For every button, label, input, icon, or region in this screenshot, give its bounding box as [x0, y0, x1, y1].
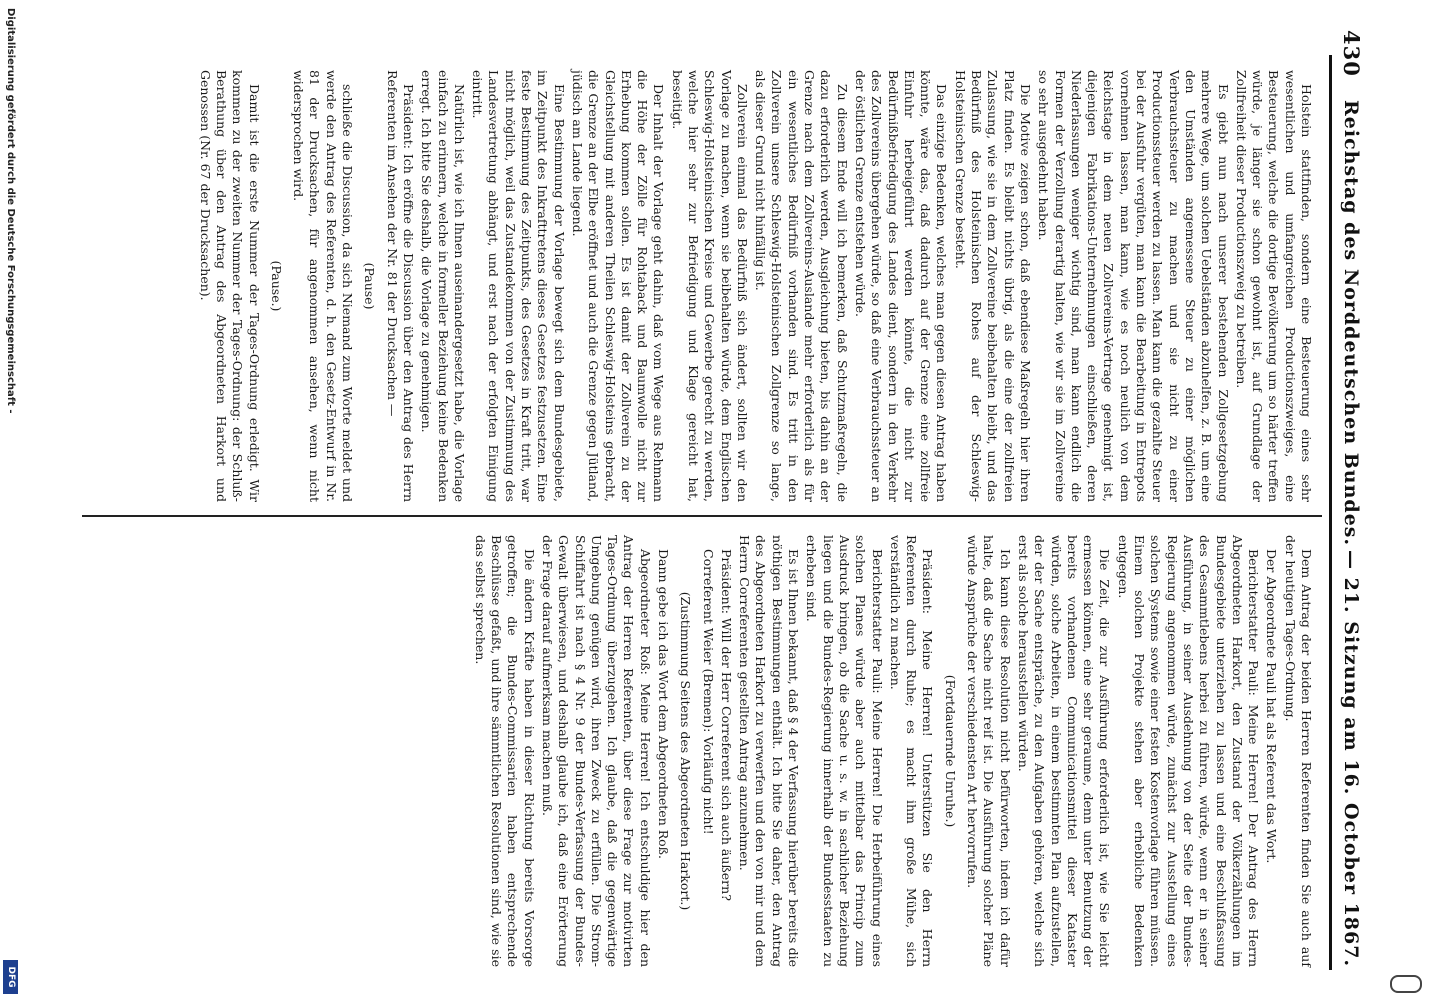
- page-header: [1334, 30, 1374, 970]
- paragraph: Dann gebe ich das Wort dem Abgeordneten Roß.: [656, 549, 672, 859]
- paragraph: Ich kann diese Resolution nicht befürworten, indem ich dafür halte, daß die Sache nicht reif ist. Die Ausführung solcher Pläne würde Ansprüche der verschiedensten Art hervorrufen.: [965, 535, 1013, 967]
- paragraph: Dem Antrag der beiden Herren Referenten finden Sie auch auf der heutigen Tages-Ordnung.: [1282, 535, 1314, 967]
- stage-direction: (Zustimmung Seitens des Abgeordneten Harkort.): [678, 591, 694, 911]
- right-column: [469, 535, 1314, 967]
- paragraph: Präsident: Ich eröffne die Discussion über den Antrag des Herrn Referenten im Ansehen der Nr. 81 der Drucksachen —: [384, 70, 416, 502]
- header-rule: [1329, 55, 1332, 970]
- paragraph: Correferent Weier (Bremen): Vorläufig nicht!: [700, 549, 716, 835]
- header-title-left: Reichstag des Norddeutschen Bundes.: [1340, 100, 1362, 547]
- paragraph: Die ändern Kräfte haben in dieser Richtung bereits Vorsorge getroffen; die Bundes-Commissarien haben entsprechende Beschlüsse gefaßt, und ihre sämmtlichen Resolutionen sind, wie sie das selbst sprechen.: [472, 535, 537, 967]
- left-column: [194, 70, 1314, 502]
- paragraph: Die Zeit, die zur Ausführung erforderlich ist, wie Sie leicht ermessen können, eine sehr geraume, denn unter Benutzung der bereits vorhandenen Communicationsmittel dieser Kataster würden, solche Arbeiten, in einem bestimmten Plan aufzustellen, der der Sache entspräche, zu den Aufgaben gehören, welche sich erst als solche herausstellen würden.: [1015, 535, 1113, 967]
- paragraph: Das einzige Bedenken, welches man gegen diesen Antrag haben könnte, wäre das, daß dadurch auf der Grenze eine zollfreie Einfuhr herbeigeführt werden könnte, die nicht zur Bedürfnißbefriedigung des Landes dient, sondern in den Verkehr des Zollvereins übergehen würde, so daß eine Verbrauchssteuer an der östlichen Grenze entstehen würde.: [852, 70, 950, 502]
- column-divider: [82, 515, 1322, 517]
- stage-direction: (Pause.): [268, 260, 284, 312]
- paragraph: Zollverein einmal das Bedürfniß sich ändert, sollten wir den Vorlage zu machen, wenn sie beibehalten würde, dem Englischen Schleswig-Holsteinischen Kreise und Gewerbe gerecht zu werden, welche hier sehr zur Befriedigung und Klage gereicht hat, beseitigt.: [669, 70, 750, 502]
- paragraph: Berichterstatter Pauli: Meine Herren! Die Herbeiführung eines solchen Planes würde aber auch mittelbar das Princip zum Ausdruck bringen, ob die Sache u. s. w. in sachlicher Beziehung liegen und die Bundes-Regierung innerhalb der Bundesstaaten zu erheben sind.: [804, 535, 885, 967]
- header-title-right: — 21. Sitzung am 16. October 1867.: [1340, 550, 1362, 968]
- footer-text: Digitalisierung gefördert durch die Deutsche Forschungsgemeinschaft -: [5, 8, 16, 414]
- paragraph: Der Inhalt der Vorlage geht dahin, daß vom Wege aus Rehmann die Höhe der Zölle für Rohtaback und Baumwolle nicht zur Erhebung kommen sollen. Es ist damit der Zollverein zu der Gleichstellung mit anderen Theilen Schleswig-Holsteins gebracht, die Grenze an der Elbe eröffnet und auch die Grenze gegen Jütland, jüdisch am Lande liegend.: [569, 70, 667, 503]
- paragraph: Abgeordneter Roß: Meine Herren! Ich entschuldige hier den Antrag der Herren Referenten, über diese Frage zur motivirten Tages-Ordnung überzugehen. Ich glaube, daß die gegenwärtige Umgebung genügen wird, ihren Zweck zu erfüllen. Die Strom-Schiffahrt ist nach § 4 Nr. 9 der Bundes-Verfassung der Bundes-Gewalt überwiesen, und deshalb glaube ich, daß eine Erörterung der Frage darauf aufmerksam machen muß.: [539, 535, 653, 967]
- digitization-footer: [0, 0, 18, 1000]
- paragraph: Holstein stattfinden, sondern eine Besteuerung eines sehr wesentlichen und umfangreichen Productionszweiges, eine Besteuerung, welche die dortige Bevölkerung um so härter treffen würde, je länger sie schon gewohnt ist, auf Grundlage der Zollfreiheit dieser Productionszweig zu betreiben.: [1233, 70, 1314, 502]
- dfg-logo: DFG: [3, 960, 18, 994]
- paragraph: Es ist Ihnen bekannt, daß § 4 der Verfassung hierüber bereits die nöthigen Bestimmungen enthält. Ich bitte Sie daher, den Antrag des Abgeordneten Harkort zu verwerfen und den von mir und dem Herrn Correferenten gestellten Antrag anzunehmen.: [737, 535, 802, 967]
- scan-mark: [1390, 975, 1422, 993]
- paragraph: Zu diesem Ende will ich bemerken, daß Schutzmaßregeln, die dazu erforderlich werden, Ausgleichung bieten, bis dahin an der Grenze nach dem Zollvereins-Auslande mehr erforderlich als für ein wesentliches Bedürfniß vorhanden sind. Es tritt in den Zollverein unsere Schleswig-Holsteinischen Zollgrenze so lange, als dieser Grund nicht hinfällig ist.: [753, 70, 850, 502]
- paragraph: Der Abgeordnete Pauli hat als Referent das Wort.: [1264, 549, 1280, 864]
- paragraph: Damit ist die erste Nummer der Tages-Ordnung erledigt. Wir kommen zu der zweiten Nummer der Tages-Ordnung: der Schluß-Berathung über den Antrag des Abgeordneten Harkort und Genossen (Nr. 67 der Drucksachen).: [197, 70, 262, 502]
- paragraph: Präsident: Will der Herr Correferent sich auch äußern?: [718, 549, 734, 901]
- paragraph: Die Motive zeigen schon, daß ebendiese Maßregeln hier ihren Platz finden. Es bleibt nichts übrig, als die eine der zollfreien Zulassung, wie sie in dem Zollvereine beibehalten bleibt, und das Bedürfniß des Holsteinischen Rohes auf der Schleswig-Holsteinischen Grenze besteht.: [952, 70, 1033, 502]
- stage-direction: (Pause): [362, 262, 378, 310]
- paragraph: Eine Bestimmung der Vorlage bewegt sich dem Bundesgebiete, im Zeitpunkt des Inkrafttretens dieses Gesetzes festzusetzen. Eine feste Bestimmung des Zeitpunkts, des Gesetzes in Kraft tritt, war nicht möglich, weil das Zustandekommen von der Zustimmung des Landesvertretung abhängt, und erst nach der erfolgten Einigung eintritt.: [470, 70, 567, 502]
- paragraph: Präsident: Meine Herren! Unterstützen Sie den Herrn Referenten durch Ruhe; es macht ihm große Mühe, sich verständlich zu machen.: [887, 535, 936, 967]
- stage-direction: (Fortdauernde Unruhe.): [942, 674, 958, 828]
- paragraph: Es giebt nun nach unserer bestehenden Zollgesetzgebung mehrere Wege, um solchen Uebelständen abzuhelfen, z. B. um eine den Umständen angemessene Steuer zu einer möglichen Verbrauchssteuer zu machen und sie nicht zu einer Productionssteuer werden zu lassen. Man kann die gezahlte Steuer bei der Ausfuhr vergüten, man kann die Bearbeitung in Entrepots vornehmen lassen, man kann, wie es noch neulich von dem Reichstage in dem neuen Zollvereins-Vertrage genehmigt ist, diejenigen Fabrikations-Unternehmungen einschließen, deren Niederlassungen weniger wichtig sind, man kann endlich die Formen der Verzollung derartig halten, wie wir sie im Zollvereine so sehr ausgedehnt haben.: [1036, 70, 1231, 502]
- paragraph: schließe die Discussion, da sich Niemand zum Worte meldet und werde den Antrag des Referenten, d. h. den Gesetz-Entwurf in Nr. 81 der Drucksachen, für angenommen ansehen, wenn nicht widersprochen wird.: [291, 70, 356, 502]
- paragraph: Natürlich ist, wie ich Ihnen auseinandergesetzt habe, die Vorlage einfach zu erinnern, welche in formeller Beziehung keine Bedenken erregt. Ich bitte Sie deshalb, die Vorlage zu genehmigen.: [419, 70, 467, 502]
- page-number: 430: [1339, 30, 1364, 77]
- paragraph: Berichterstatter Pauli: Meine Herren! Der Antrag des Herrn Abgeordneten Harkort, den Zustand der Völkerzählungen im Bundesgebiete unterziehen zu lassen und eine Beschlußfassung des Gesammtlebens herbei zu führen, würde, wenn er in seiner Ausführung, in seiner Ausdehnung von der Seite der Bundes-Regierung angenommen würde, zunächst zur Ausstellung eines solchen Systems sowie einer festen Kostenvorlage führen müssen. Einem solchen Projekte stehen aber erhebliche Bedenken entgegen.: [1115, 535, 1262, 967]
